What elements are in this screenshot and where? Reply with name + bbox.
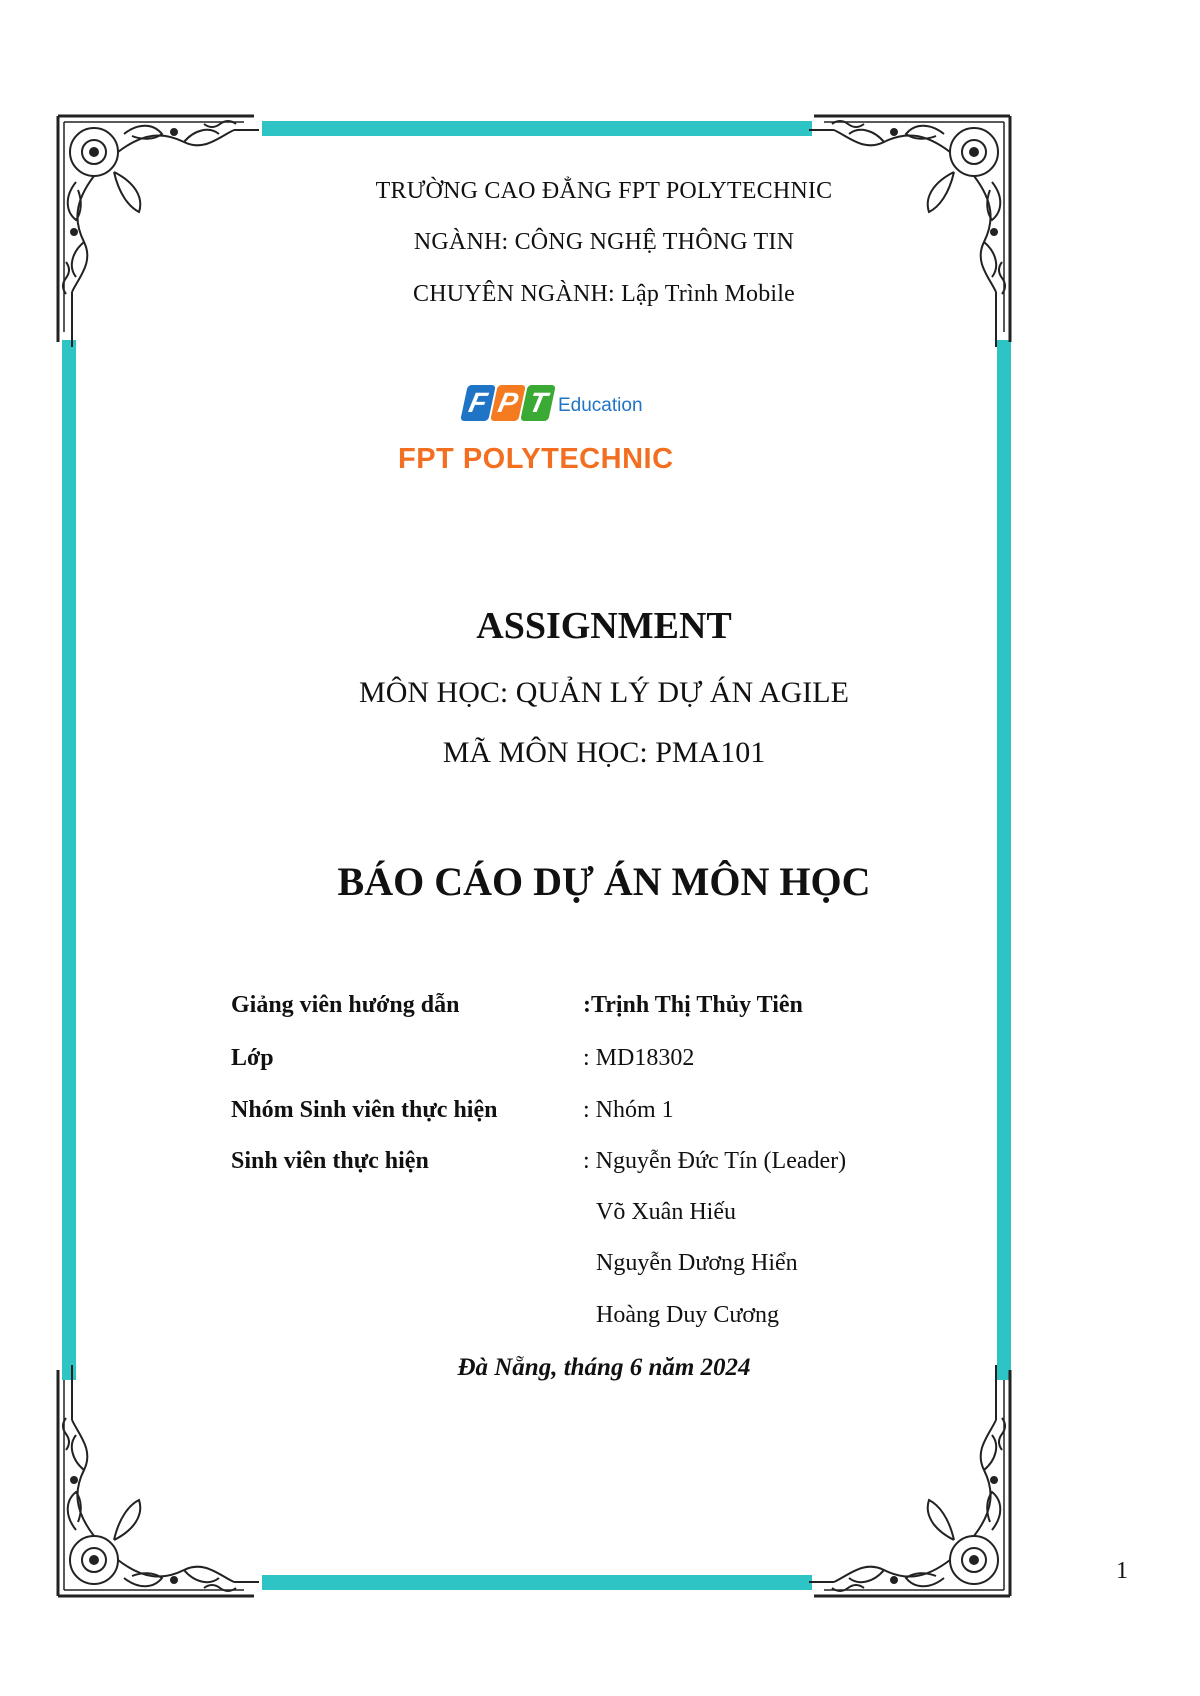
department-name: NGÀNH: CÔNG NGHỆ THÔNG TIN — [413, 229, 795, 255]
students-label: Sinh viên thực hiện — [231, 1148, 429, 1174]
class-value: : MD18302 — [583, 1045, 695, 1071]
fpt-letter-f: F — [460, 385, 496, 421]
group-value: : Nhóm 1 — [583, 1097, 674, 1123]
report-title: BÁO CÁO DỰ ÁN MÔN HỌC — [337, 859, 871, 904]
ornament-corner-bottom-left-icon — [54, 1360, 264, 1600]
place-date: Đà Nẵng, tháng 6 năm 2024 — [457, 1354, 751, 1381]
page-number: 1 — [1116, 1558, 1128, 1584]
logo-education-text: Education — [558, 395, 643, 416]
student-member: Võ Xuân Hiếu — [596, 1199, 736, 1225]
major-name: CHUYÊN NGÀNH: Lập Trình Mobile — [412, 281, 795, 307]
student-leader: : Nguyễn Đức Tín (Leader) — [583, 1148, 847, 1174]
fpt-polytechnic-logo — [398, 385, 728, 485]
fpt-letter-blocks — [464, 385, 552, 421]
assignment-title: ASSIGNMENT — [476, 605, 732, 647]
school-name: TRƯỜNG CAO ĐẲNG FPT POLYTECHNIC — [375, 178, 833, 204]
instructor-value: :Trịnh Thị Thủy Tiên — [583, 992, 803, 1018]
frame-bottom-bar — [262, 1575, 812, 1590]
student-member: Nguyễn Dương Hiển — [596, 1250, 798, 1276]
frame-top-bar — [262, 121, 812, 136]
subject-code-line: MÃ MÔN HỌC: PMA101 — [442, 736, 766, 769]
subject-line: MÔN HỌC: QUẢN LÝ DỰ ÁN AGILE — [359, 676, 849, 709]
logo-brand-text: FPT POLYTECHNIC — [398, 443, 674, 475]
fpt-letter-p: P — [490, 385, 526, 421]
ornament-corner-bottom-right-icon — [804, 1360, 1014, 1600]
student-member: Hoàng Duy Cương — [596, 1302, 780, 1328]
instructor-label: Giảng viên hướng dẫn — [231, 992, 460, 1018]
class-label: Lớp — [231, 1045, 274, 1071]
group-label: Nhóm Sinh viên thực hiện — [231, 1097, 498, 1123]
fpt-letter-t: T — [520, 385, 556, 421]
